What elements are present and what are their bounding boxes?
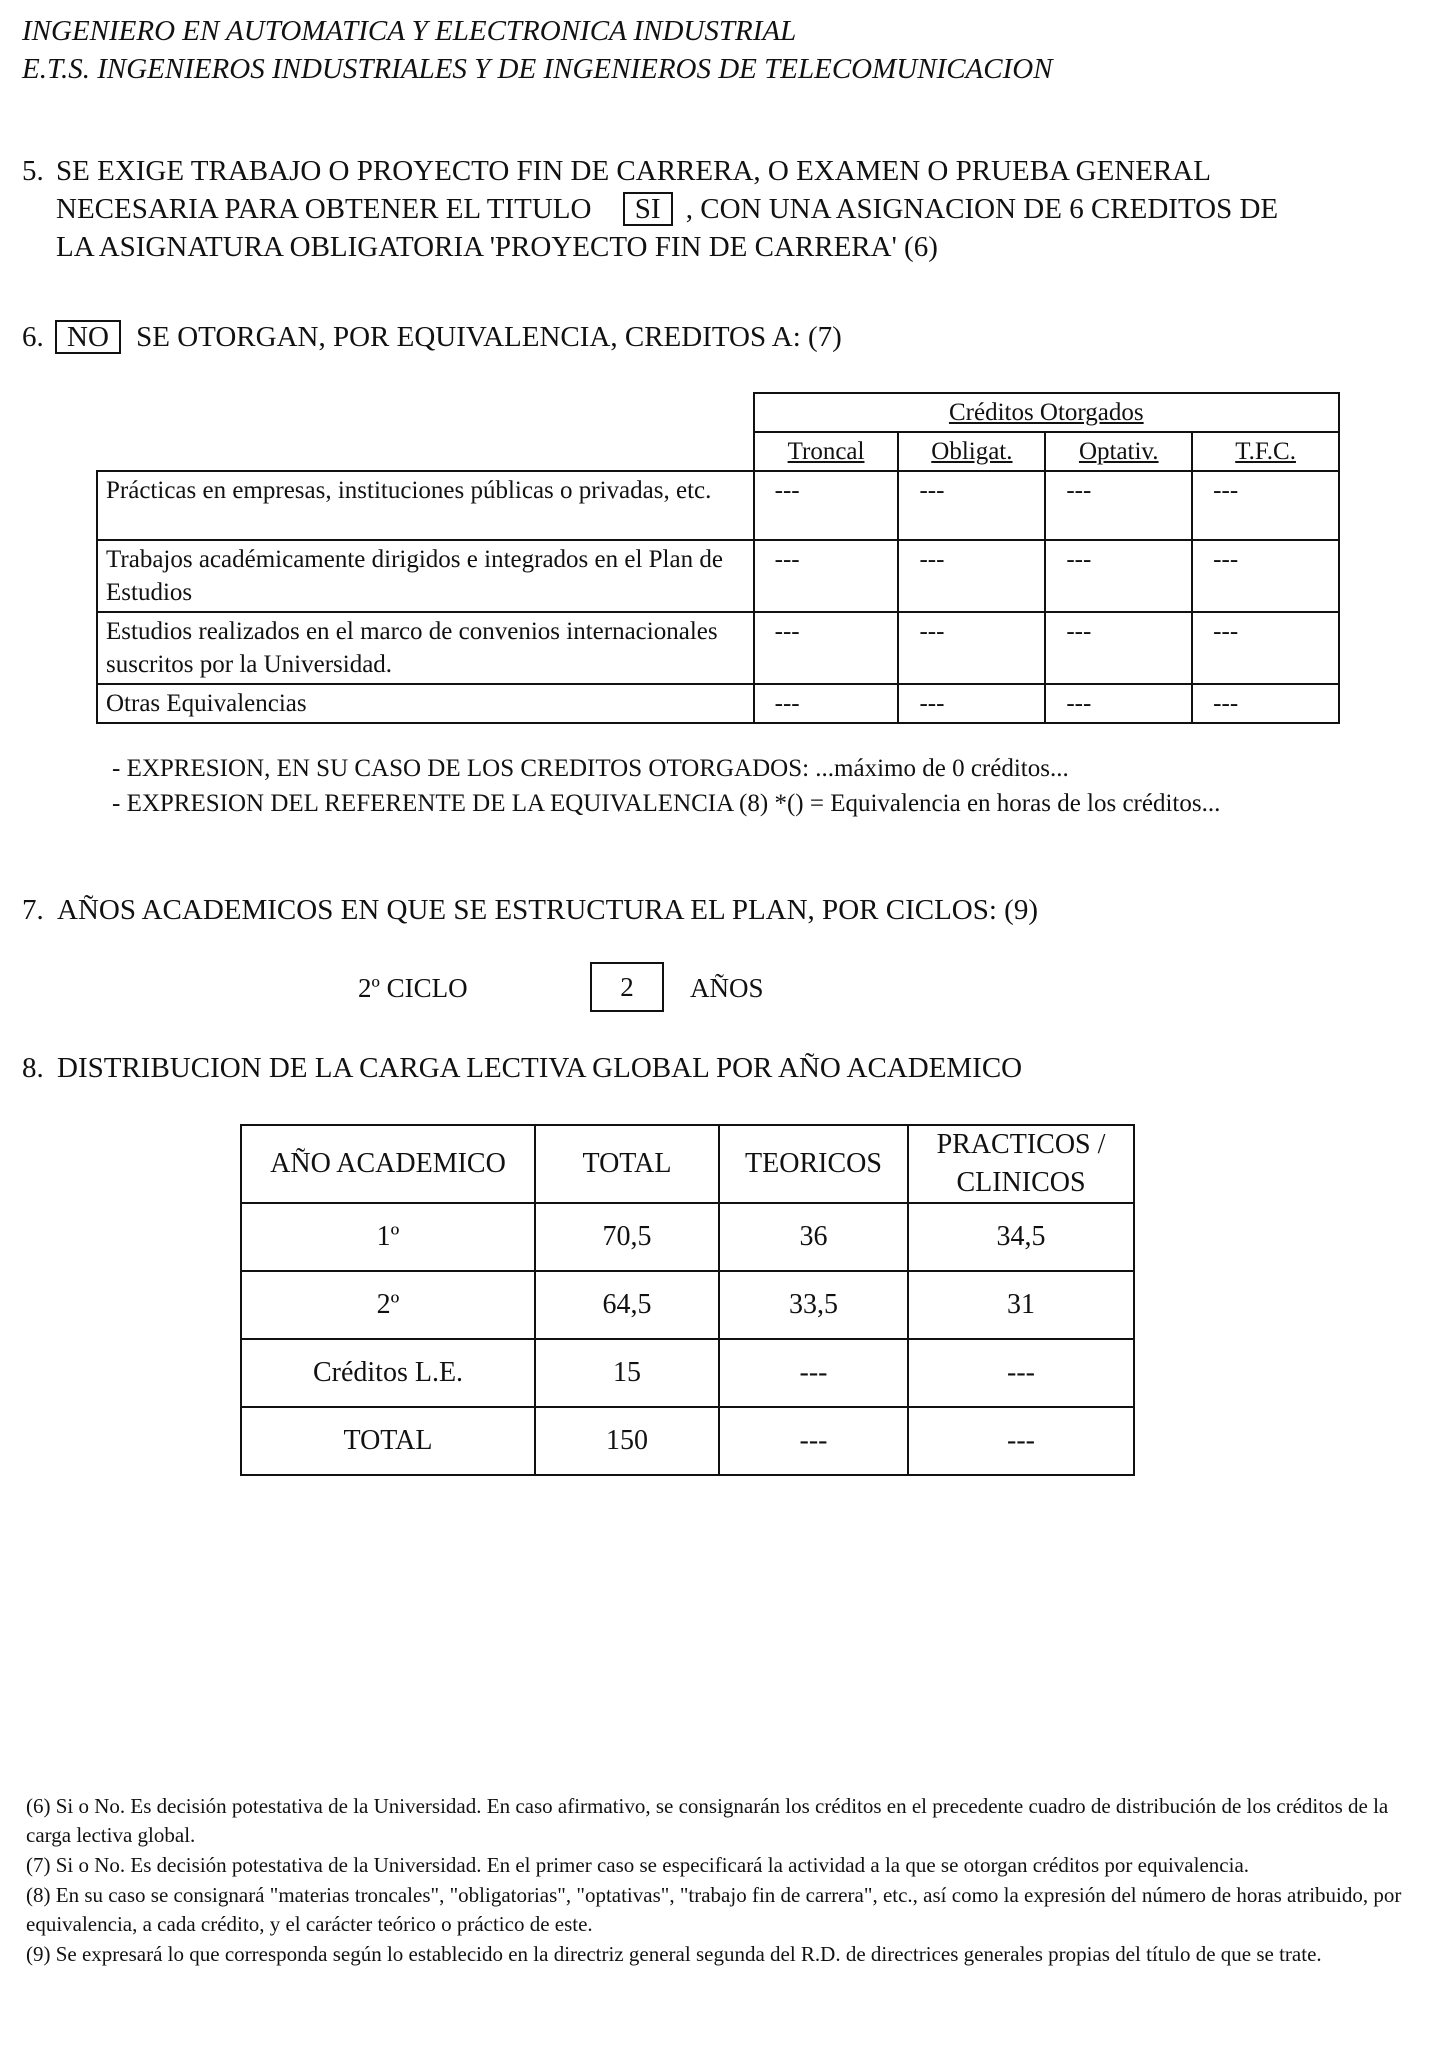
document-header [22, 12, 1053, 88]
table-row [97, 540, 1339, 612]
footnote-6: (6) Si o No. Es decisión potestativa de la Universidad. En caso afirmativo, se consignarán los créditos en el precedente cuadro de distribución de los créditos de la carga lectiva global. [26, 1794, 1389, 1847]
cell-value: --- [1192, 540, 1339, 612]
theory-cell: 33,5 [719, 1271, 908, 1339]
column-header: T.F.C. [1192, 432, 1339, 471]
column-header: Optativ. [1045, 432, 1192, 471]
school-name: E.T.S. INGENIEROS INDUSTRIALES Y DE INGENIEROS DE TELECOMUNICACION [22, 53, 1053, 85]
theory-cell: 36 [719, 1203, 908, 1271]
table-row [97, 612, 1339, 684]
equivalence-credits-table [96, 392, 1340, 724]
table-row [241, 1203, 1134, 1271]
cell-value: --- [754, 540, 899, 612]
total-cell: 70,5 [535, 1203, 719, 1271]
table-row [97, 471, 1339, 540]
row-label: Trabajos académicamente dirigidos e integrados en el Plan de Estudios [97, 540, 754, 612]
cell-value: --- [898, 612, 1045, 684]
section-5-line1: SE EXIGE TRABAJO O PROYECTO FIN DE CARRERA, O EXAMEN O PRUEBA GENERAL [56, 155, 1211, 187]
section-5-number: 5. [22, 155, 44, 187]
cell-value: --- [1192, 612, 1339, 684]
practice-cell: 31 [908, 1271, 1134, 1339]
section-5-line2a: NECESARIA PARA OBTENER EL TITULO [56, 193, 592, 225]
practice-cell: --- [908, 1339, 1134, 1407]
row-label: Estudios realizados en el marco de convenios internacionales suscritos por la Universidad. [97, 612, 754, 684]
footnote-7: (7) Si o No. Es decisión potestativa de la Universidad. En el primer caso se especificará la actividad a la que se otorgan créditos por equivalencia. [26, 1853, 1250, 1877]
section-6-heading [22, 318, 842, 356]
table-row [241, 1407, 1134, 1475]
cell-value: --- [754, 471, 899, 540]
cell-value: --- [1045, 684, 1192, 723]
degree-title: INGENIERO EN AUTOMATICA Y ELECTRONICA INDUSTRIAL [22, 15, 797, 47]
total-cell: 64,5 [535, 1271, 719, 1339]
section-7-number: 7. [22, 894, 44, 926]
section-5-line3: LA ASIGNATURA OBLIGATORIA 'PROYECTO FIN DE CARRERA' (6) [56, 231, 938, 263]
section-6-answer-box: NO [55, 320, 121, 354]
column-header: Obligat. [898, 432, 1045, 471]
total-cell: 15 [535, 1339, 719, 1407]
cell-value: --- [1045, 612, 1192, 684]
column-header: PRACTICOS / CLINICOS [908, 1125, 1134, 1203]
total-cell: 150 [535, 1407, 719, 1475]
section-6-text: SE OTORGAN, POR EQUIVALENCIA, CREDITOS A: (7) [136, 321, 842, 353]
table-row [241, 1271, 1134, 1339]
cell-value: --- [1192, 684, 1339, 723]
table-header-row [241, 1125, 1134, 1203]
credits-expression: - EXPRESION, EN SU CASO DE LOS CREDITOS OTORGADOS: ...máximo de 0 créditos... [112, 755, 1069, 782]
section-7-text: AÑOS ACADEMICOS EN QUE SE ESTRUCTURA EL PLAN, POR CICLOS: (9) [57, 894, 1038, 926]
cell-value: --- [898, 471, 1045, 540]
equivalence-reference: - EXPRESION DEL REFERENTE DE LA EQUIVALENCIA (8) *() = Equivalencia en horas de los créditos... [112, 790, 1221, 817]
section-5-line2b: , CON UNA ASIGNACION DE 6 CREDITOS DE [685, 193, 1279, 225]
section-8-number: 8. [22, 1052, 44, 1084]
footnote-8: (8) En su caso se consignará "materias troncales", "obligatorias", "optativas", "trabajo fin de carrera", etc., así como la expresión del número de horas atribuido, por equivalencia, a cada crédito, y el carácter teórico o práctico de este. [26, 1883, 1402, 1936]
column-header: TEORICOS [719, 1125, 908, 1203]
year-cell: Créditos L.E. [241, 1339, 535, 1407]
course-load-table [240, 1124, 1135, 1476]
row-label: Prácticas en empresas, instituciones públicas o privadas, etc. [97, 471, 754, 540]
section-5 [22, 152, 1279, 263]
year-cell: 1º [241, 1203, 535, 1271]
cell-value: --- [1045, 471, 1192, 540]
year-cell: 2º [241, 1271, 535, 1339]
column-header: AÑO ACADEMICO [241, 1125, 535, 1203]
cell-value: --- [898, 540, 1045, 612]
cycle-years-box: 2 [590, 962, 664, 1012]
section-7-heading [22, 891, 1038, 929]
table-row [97, 684, 1339, 723]
cell-value: --- [898, 684, 1045, 723]
column-header: Troncal [754, 432, 899, 471]
cell-value: --- [754, 684, 899, 723]
cell-value: --- [1045, 540, 1192, 612]
section-5-answer-box: SI [623, 192, 673, 226]
cycle-unit: AÑOS [690, 973, 764, 1003]
cell-value: --- [754, 612, 899, 684]
year-cell: TOTAL [241, 1407, 535, 1475]
credits-group-header: Créditos Otorgados [754, 393, 1339, 432]
practice-cell: --- [908, 1407, 1134, 1475]
theory-cell: --- [719, 1407, 908, 1475]
footnotes [26, 1792, 1416, 1970]
section-6-number: 6. [22, 321, 44, 353]
cycle-label: 2º CICLO [358, 973, 468, 1003]
practice-cell: 34,5 [908, 1203, 1134, 1271]
footnote-9: (9) Se expresará lo que corresponda según lo establecido en la directriz general segunda del R.D. de directrices generales propias del título de que se trate. [26, 1942, 1322, 1966]
section-8-text: DISTRIBUCION DE LA CARGA LECTIVA GLOBAL POR AÑO ACADEMICO [57, 1052, 1023, 1084]
column-header: TOTAL [535, 1125, 719, 1203]
table-row [241, 1339, 1134, 1407]
theory-cell: --- [719, 1339, 908, 1407]
section-8-heading [22, 1049, 1022, 1087]
cell-value: --- [1192, 471, 1339, 540]
row-label: Otras Equivalencias [97, 684, 754, 723]
